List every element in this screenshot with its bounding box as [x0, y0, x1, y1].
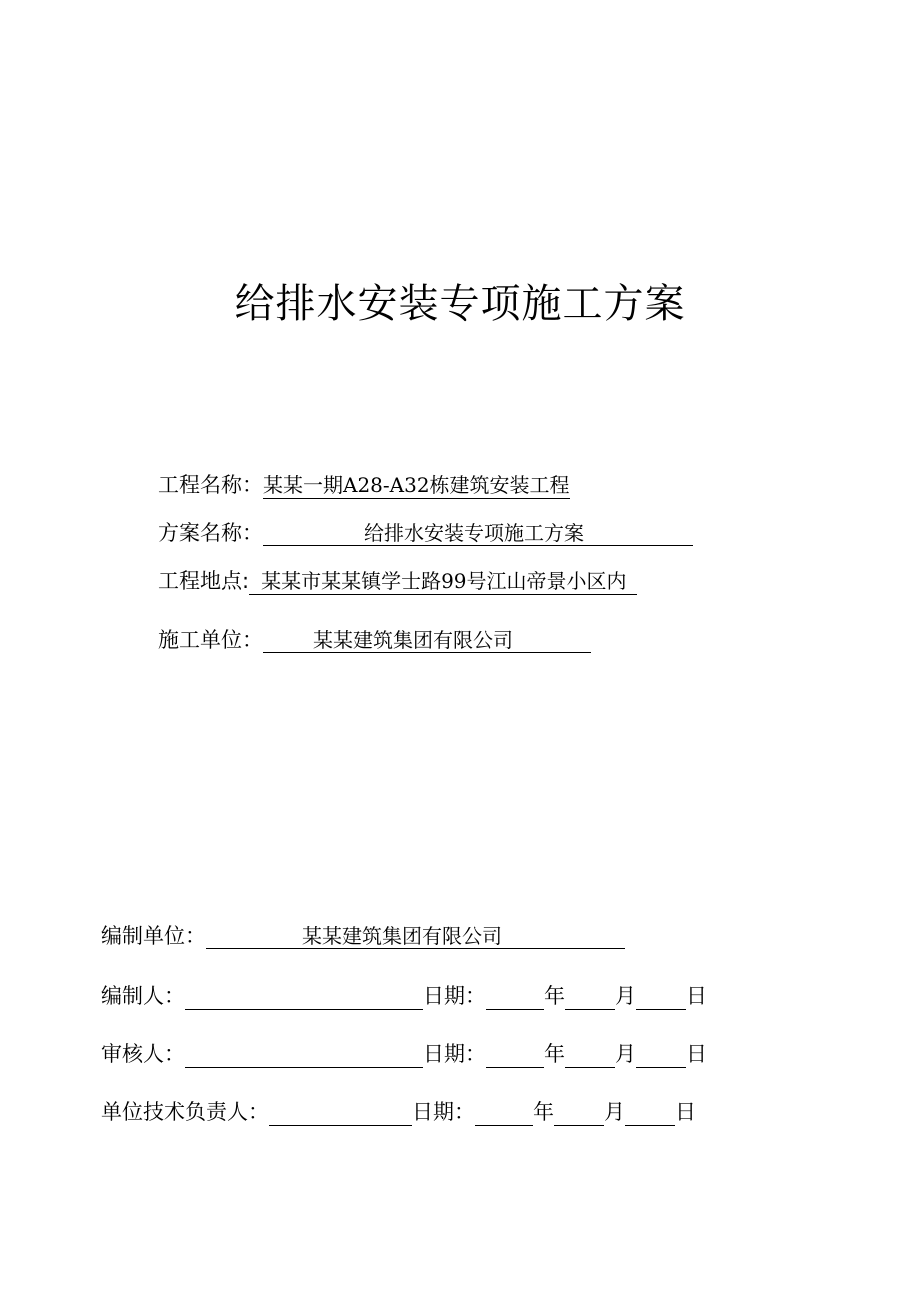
location-label: 工程地点: [158, 569, 250, 593]
reviewer-day-blank [636, 1039, 686, 1068]
reviewer-day-label: 日 [686, 1042, 707, 1066]
tech-lead-signature-line [269, 1097, 412, 1126]
compiler-row [101, 981, 707, 1011]
reviewer-signature-line [185, 1039, 423, 1068]
reviewer-date-label: 日期： [423, 1042, 486, 1066]
compiler-year-blank [486, 981, 544, 1010]
project-name-label: 工程名称： [158, 473, 263, 497]
reviewer-year-label: 年 [544, 1042, 565, 1066]
document-title: 给排水安装专项施工方案 [234, 281, 686, 327]
reviewer-row [101, 1039, 707, 1069]
project-name-row [158, 470, 570, 500]
project-name-value: 某某一期A28-A32栋建筑安装工程 [263, 470, 570, 499]
compile-unit-row [101, 921, 625, 951]
reviewer-month-blank [565, 1039, 615, 1068]
scheme-name-row [158, 518, 693, 548]
tech-lead-label: 单位技术负责人： [101, 1100, 269, 1124]
tech-lead-day-blank [625, 1097, 675, 1126]
compile-unit-value: 某某建筑集团有限公司 [206, 921, 625, 949]
tech-lead-month-label: 月 [604, 1100, 625, 1124]
compiler-year-label: 年 [544, 984, 565, 1008]
location-value: 某某市某某镇学士路99号江山帝景小区内 [249, 566, 636, 595]
location-row [158, 566, 637, 596]
reviewer-year-blank [486, 1039, 544, 1068]
scheme-name-label: 方案名称： [158, 521, 263, 545]
construction-unit-label: 施工单位： [158, 628, 263, 652]
scheme-name-value: 给排水安装专项施工方案 [263, 518, 693, 546]
tech-lead-day-label: 日 [675, 1100, 696, 1124]
reviewer-label: 审核人： [101, 1042, 185, 1066]
compiler-label: 编制人： [101, 984, 185, 1008]
construction-unit-row [158, 625, 591, 655]
compile-unit-label: 编制单位： [101, 924, 206, 948]
compiler-month-label: 月 [615, 984, 636, 1008]
construction-unit-value: 某某建筑集团有限公司 [263, 625, 591, 653]
reviewer-month-label: 月 [615, 1042, 636, 1066]
tech-lead-date-label: 日期： [412, 1100, 475, 1124]
tech-lead-month-blank [554, 1097, 604, 1126]
tech-lead-year-blank [475, 1097, 533, 1126]
compiler-signature-line [185, 981, 423, 1010]
compiler-month-blank [565, 981, 615, 1010]
tech-lead-year-label: 年 [533, 1100, 554, 1124]
compiler-day-label: 日 [686, 984, 707, 1008]
compiler-day-blank [636, 981, 686, 1010]
compiler-date-label: 日期： [423, 984, 486, 1008]
tech-lead-row [101, 1097, 696, 1127]
